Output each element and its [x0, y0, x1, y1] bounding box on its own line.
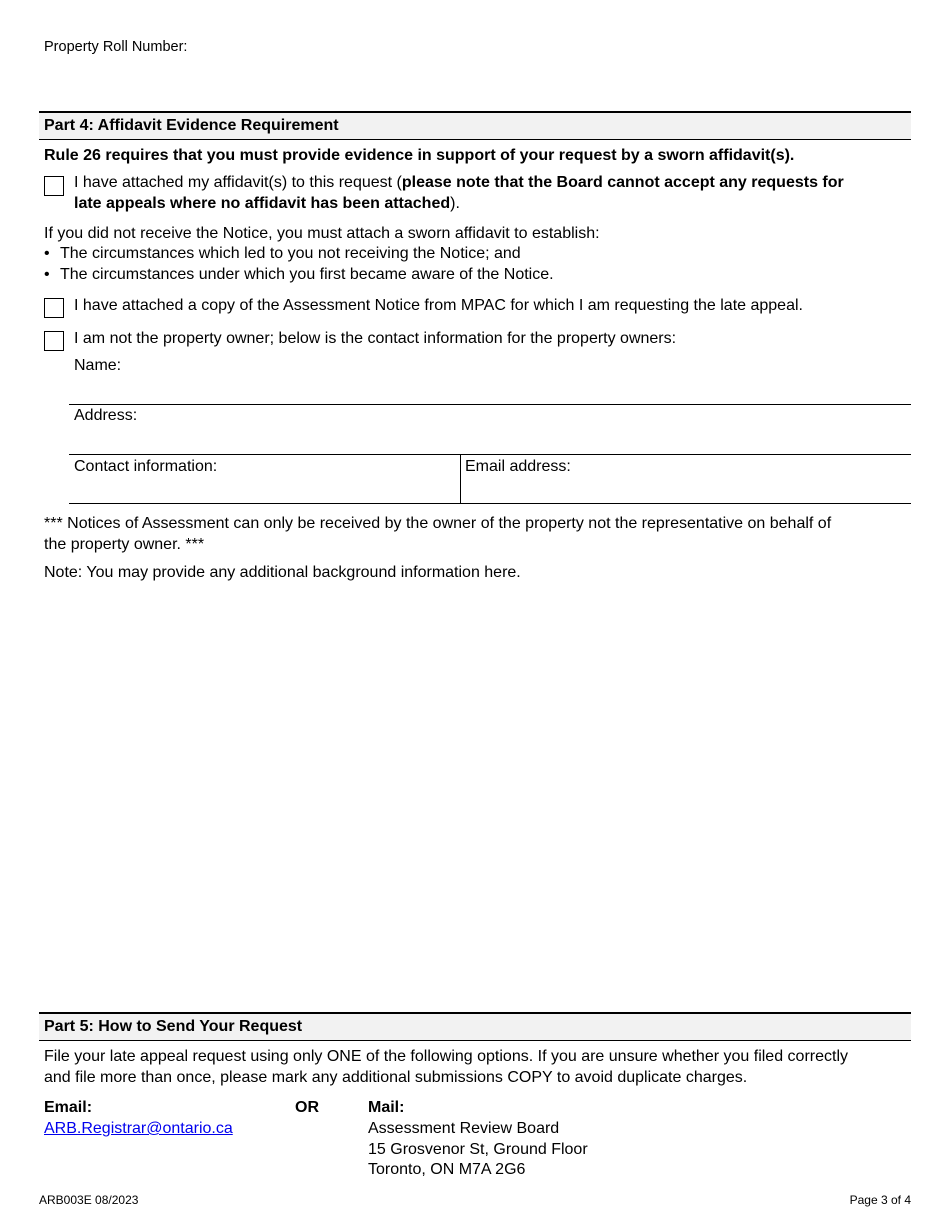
email-heading: Email:	[44, 1099, 93, 1116]
bullet-item: • The circumstances which led to you not receiving the Notice; and	[44, 245, 521, 262]
affidavit-intro: If you did not receive the Notice, you must attach a sworn affidavit to establish:	[44, 225, 600, 242]
registrar-email-link[interactable]: ARB.Registrar@ontario.ca	[44, 1120, 233, 1137]
not-owner-checkbox[interactable]	[44, 331, 64, 351]
mail-heading: Mail:	[368, 1099, 405, 1116]
additional-info-note: Note: You may provide any additional background information here.	[44, 564, 521, 581]
owner-address-field[interactable]: Address:	[69, 405, 911, 455]
form-code: ARB003E 08/2023	[39, 1193, 139, 1207]
affidavit-attached-checkbox[interactable]	[44, 176, 64, 196]
or-separator: OR	[295, 1099, 319, 1116]
mail-address: Assessment Review Board 15 Grosvenor St, Ground Floor Toronto, ON M7A 2G6	[368, 1120, 588, 1178]
not-owner-label: I am not the property owner; below is the contact information for the property owners:	[74, 330, 677, 347]
submission-instructions: File your late appeal request using only ONE of the following options. If you are unsure whether you filed correctly and file more than once, please mark any additional submissions COPY to avoid duplicate charges.	[44, 1048, 848, 1086]
part5-header: Part 5: How to Send Your Request	[39, 1012, 911, 1041]
owner-email-field[interactable]: Email address:	[460, 455, 911, 504]
part4-header: Part 4: Affidavit Evidence Requirement	[39, 111, 911, 140]
rule26-statement: Rule 26 requires that you must provide evidence in support of your request by a sworn affidavit(s).	[44, 147, 795, 164]
owner-name-field[interactable]: Name:	[69, 354, 911, 405]
owner-contact-field[interactable]: Contact information:	[69, 455, 460, 504]
page-number: Page 3 of 4	[849, 1193, 911, 1207]
assessment-notice-checkbox[interactable]	[44, 298, 64, 318]
owner-notice-disclaimer: *** Notices of Assessment can only be received by the owner of the property not the representative on behalf of the property owner. ***	[44, 515, 832, 553]
assessment-notice-label: I have attached a copy of the Assessment Notice from MPAC for which I am requesting the late appeal.	[74, 297, 803, 314]
affidavit-attached-label: I have attached my affidavit(s) to this request (please note that the Board cannot accept any requests for late appeals where no affidavit has been attached).	[74, 174, 844, 212]
bullet-item: • The circumstances under which you first became aware of the Notice.	[44, 266, 554, 283]
affidavit-warning: please note that the Board cannot accept any requests for	[401, 174, 844, 191]
additional-info-area[interactable]	[44, 590, 910, 1000]
property-roll-number-label: Property Roll Number:	[44, 39, 188, 55]
